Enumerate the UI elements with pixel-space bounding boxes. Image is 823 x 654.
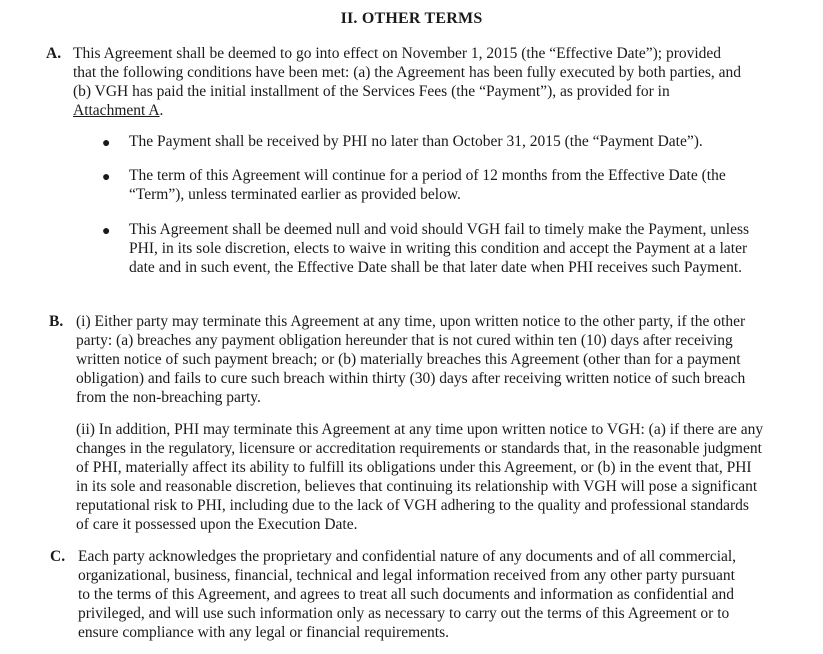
section-a-bullet-1: The Payment shall be received by PHI no later than October 31, 2015 (the “Payment Date”). [129, 133, 703, 150]
bullet-icon: ● [102, 136, 111, 151]
section-a-paragraph [73, 44, 745, 120]
section-b-paragraph-2: (ii) In addition, PHI may terminate this Agreement at any time upon written notice to VGH: (a) if there are any changes in the regulatory, licensure or accreditation requirements or standards that, in the reasonable judgment of PHI, materially affect its ability to fulfill its obligations under this Agreement, or (b) in the event that, PHI in its sole and reasonable discretion, believes that continuing its relationship with VGH will pose a significant reputational risk to PHI, including due to the lack of VGH adhering to the quality and professional standards of care it possessed upon the Execution Date. [76, 421, 764, 533]
bullet-icon: ● [102, 224, 111, 239]
section-c-label: C. [50, 548, 66, 565]
section-a-bullet-3: This Agreement shall be deemed null and void should VGH fail to timely make the Payment, unless PHI, in its sole discretion, elects to waive in writing this condition and accept the Payment at a later date and in such event, the Effective Date shall be that later date when PHI receives such Payment. [129, 221, 750, 276]
section-a-label: A. [46, 45, 62, 62]
section-c-paragraph: Each party acknowledges the proprietary and confidential nature of any documents and of all commercial, organizational, business, financial, technical and legal information received from any other party pursuant to the terms of this Agreement, and agrees to treat all such documents and information as confidential and privileged, and will use such information only as necessary to carry out the terms of this Agreement or to ensure compliance with any legal or financial requirements. [78, 548, 737, 641]
bullet-icon: ● [102, 170, 111, 185]
section-heading: II. OTHER TERMS [340, 10, 483, 27]
section-a-text: This Agreement shall be deemed to go into effect on November 1, 2015 (the “Effective Date”); provided that the following conditions have been met: (a) the Agreement has been fully executed by both parties, and (b) VGH has paid the initial installment of the Services Fees (the “Payment”), as provided for in [73, 45, 742, 100]
section-a-text-end: . [159, 102, 164, 119]
section-b-paragraph-1: (i) Either party may terminate this Agreement at any time, upon written notice to the other party, if the other party: (a) breaches any payment obligation hereunder that is not cured within ten (10) days after receiving written notice of such payment breach; or (b) materially breaches this Agreement (other than for a payment obligation) and fails to cure such breach within thirty (30) days after receiving written notice of such breach from the non-breaching party. [76, 313, 746, 406]
section-b-label: B. [49, 313, 64, 330]
attachment-a-link[interactable]: Attachment A [73, 102, 160, 119]
section-a-bullet-2: The term of this Agreement will continue for a period of 12 months from the Effective Date (the “Term”), unless terminated earlier as provided below. [129, 167, 726, 203]
